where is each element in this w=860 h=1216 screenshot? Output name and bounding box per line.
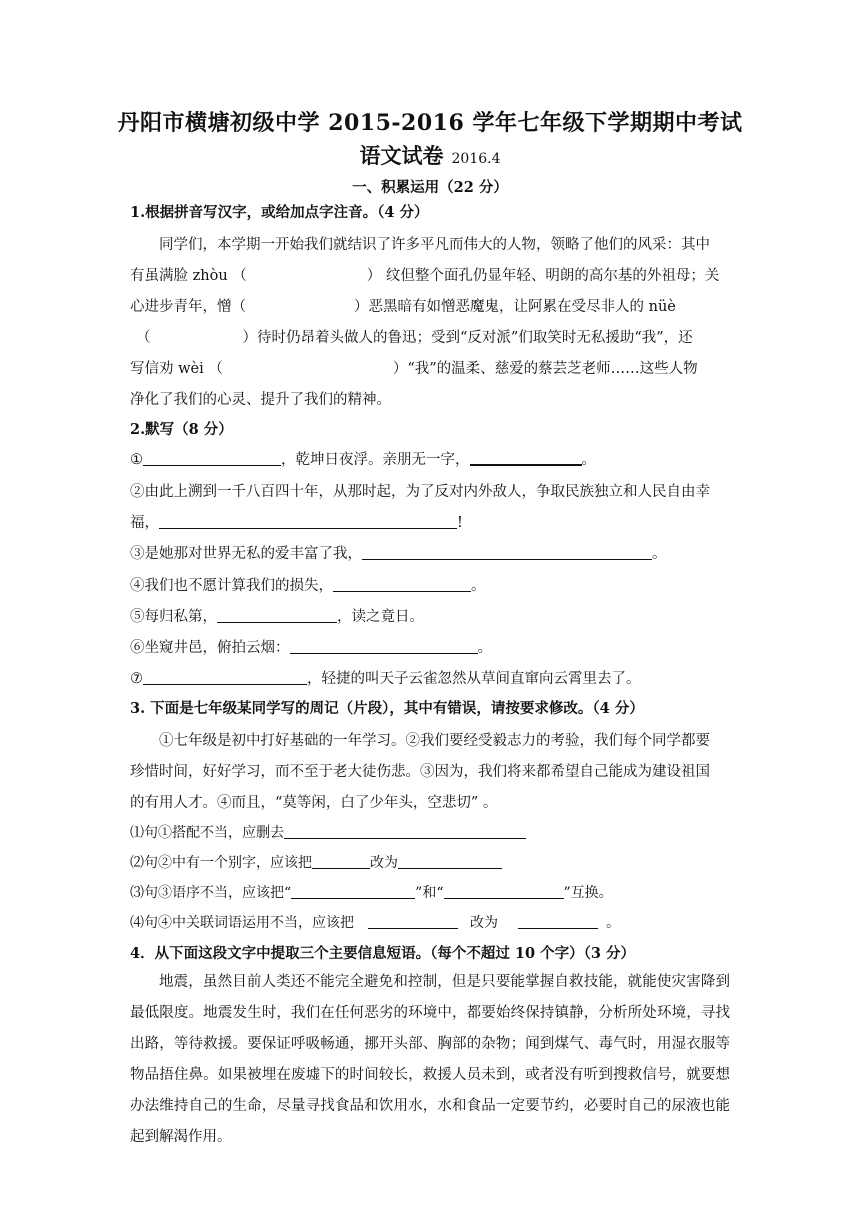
exam-date: 2016.4 — [451, 151, 501, 167]
q3-sub4-a: ⑷句④中关联词语运用不当，应该把 — [130, 915, 354, 931]
q2-item5-a: ⑤每归私第， — [130, 609, 217, 625]
q2-item6 — [130, 636, 492, 657]
q4-passage: 地震，虽然目前人类还不能完全避免和控制，但是只要能掌握自救技能，就能使灾害降到最低限度。地震发生时，我们在任何恶劣的环境中，都要始终保持镇静，分析所处环境，寻找出路，等待救援。要保证呼吸畅通，挪开头部、胸部的杂物；闻到煤气、毒气时，用湿衣服等物品捂住鼻。如果被埋在废墟下的时间较长，救援人员未到，或者没有听到搜救信号，就要想办法维持自己的生命，尽量寻找食品和饮用水，水和食品一定要节约，必要时自己的尿液也能起到解渴作用。 — [130, 974, 730, 1145]
q1-line4 — [136, 326, 693, 347]
q3-blank-7[interactable] — [518, 914, 598, 929]
q1-line5-a: 写信劝 wèi （ — [130, 361, 223, 377]
q1-line5 — [130, 357, 698, 378]
q3-blank-3[interactable] — [398, 854, 502, 869]
q2-item3-b: 。 — [652, 546, 667, 562]
q3-sub3-b: ”和“ — [415, 885, 444, 901]
q2-item7-a: ⑦ — [130, 671, 143, 687]
q3-sub1-text: ⑴句①搭配不当，应删去 — [130, 825, 284, 841]
q1-line2-a: 有虽满脸 zhòu （ — [130, 268, 247, 284]
q2-item5-b: ，读之竟日。 — [337, 609, 424, 625]
q3-passage-line3: 的有用人才。④而且，“莫等闲，白了少年头，空悲切” 。 — [130, 795, 498, 811]
q2-blank-6[interactable] — [217, 608, 337, 623]
q2-blank-1[interactable] — [143, 451, 281, 466]
q3-sub2 — [130, 852, 502, 872]
q3-sub2-a: ⑵句②中有一个别字，应该把 — [130, 855, 312, 871]
q2-blank-2[interactable] — [470, 450, 582, 466]
q2-item2-line2 — [130, 511, 463, 532]
q3-sub4-b: 改为 — [470, 915, 498, 931]
q2-heading: 2.默写（8 分） — [130, 421, 233, 438]
exam-title: 丹阳市横塘初级中学 2015-2016 学年七年级下学期期中考试 — [117, 110, 743, 136]
q3-blank-1[interactable] — [284, 824, 526, 839]
q3-sub1 — [130, 822, 526, 842]
q1-line3-a: 心进步青年，憎（ — [130, 299, 246, 315]
q1-line1: 同学们，本学期一开始我们就结识了许多平凡而伟大的人物，领略了他们的风采：其中 — [159, 237, 710, 253]
q1-line4-a: （ — [136, 330, 151, 346]
q2-blank-4[interactable] — [362, 545, 652, 560]
q3-sub3-a: ⑶句③语序不当，应该把“ — [130, 885, 292, 901]
q3-sub3-c: ”互换。 — [563, 885, 613, 901]
q2-item7-b: ，轻捷的叫天子云雀忽然从草间直窜向云霄里去了。 — [307, 671, 641, 687]
q2-item2-c: ! — [457, 515, 463, 531]
q2-item2-b: 福， — [130, 515, 159, 531]
q3-blank-4[interactable] — [291, 884, 415, 899]
subtitle-text: 语文试卷 — [359, 143, 444, 168]
q2-item4-a: ④我们也不愿计算我们的损失， — [130, 578, 333, 594]
q1-line2-b: ） 纹但整个面孔仍显年轻、明朗的高尔基的外祖母；关 — [366, 268, 720, 284]
q1-line4-b: ）待时仍昂着头做人的鲁迅；受到“反对派”们取笑时无私援助“我”，还 — [242, 330, 693, 346]
section-heading: 一、积累运用（22 分） — [352, 179, 508, 196]
q2-blank-7[interactable] — [290, 639, 478, 654]
q2-item3-a: ③是她那对世界无私的爱丰富了我， — [130, 546, 362, 562]
q2-item1 — [130, 448, 596, 469]
q3-blank-2[interactable] — [312, 854, 370, 869]
q2-blank-8[interactable] — [143, 670, 307, 685]
q4-heading: 4．从下面这段文字中提取三个主要信息短语。（每个不超过 10 个字）（3 分） — [130, 945, 635, 962]
q1-line5-b: ）“我”的温柔、慈爱的蔡芸芝老师……这些人物 — [392, 361, 698, 377]
q3-blank-6[interactable] — [368, 914, 458, 929]
q2-item1-b: ，乾坤日夜浮。亲朋无一字， — [281, 452, 470, 468]
q2-item4-b: 。 — [471, 578, 486, 594]
q3-passage-line1: ①七年级是初中打好基础的一年学习。②我们要经受毅志力的考验，我们每个同学都要 — [159, 733, 710, 749]
q2-blank-5[interactable] — [333, 577, 471, 592]
q2-blank-3[interactable] — [159, 514, 457, 529]
q3-sub4 — [130, 912, 620, 932]
q1-line3 — [130, 295, 676, 316]
q2-item2-line1: ②由此上溯到一千八百四十年，从那时起，为了反对内外敌人，争取民族独立和人民自由幸 — [130, 484, 710, 500]
q1-heading: 1.根据拼音写汉字，或给加点字注音。（4 分） — [130, 204, 429, 221]
q2-item1-a: ① — [130, 452, 143, 468]
q3-sub4-c: 。 — [606, 915, 620, 931]
q2-item3 — [130, 542, 667, 563]
q2-item1-c: 。 — [581, 452, 596, 468]
q3-passage-line2: 珍惜时间，好好学习，而不至于老大徒伤悲。③因为，我们将来都希望自己能成为建设祖国 — [130, 764, 710, 780]
q2-item4 — [130, 574, 486, 595]
q2-item5 — [130, 605, 424, 626]
q2-item6-b: 。 — [477, 640, 492, 656]
q3-sub3 — [130, 882, 613, 902]
q2-item6-a: ⑥坐窥井邑，俯拍云烟： — [130, 640, 290, 656]
exam-subtitle — [0, 140, 860, 170]
q2-item7 — [130, 667, 641, 688]
q1-line6: 净化了我们的心灵、提升了我们的精神。 — [130, 392, 391, 408]
q3-sub2-b: 改为 — [370, 855, 398, 871]
q1-line3-b: ）恶黑暗有如憎恶魔鬼，让阿累在受尽非人的 nüè — [354, 299, 676, 315]
q1-line2 — [130, 264, 719, 285]
q3-blank-5[interactable] — [444, 884, 564, 899]
q3-heading: 3. 下面是七年级某同学写的周记（片段），其中有错误，请按要求修改。（4 分） — [130, 700, 644, 717]
